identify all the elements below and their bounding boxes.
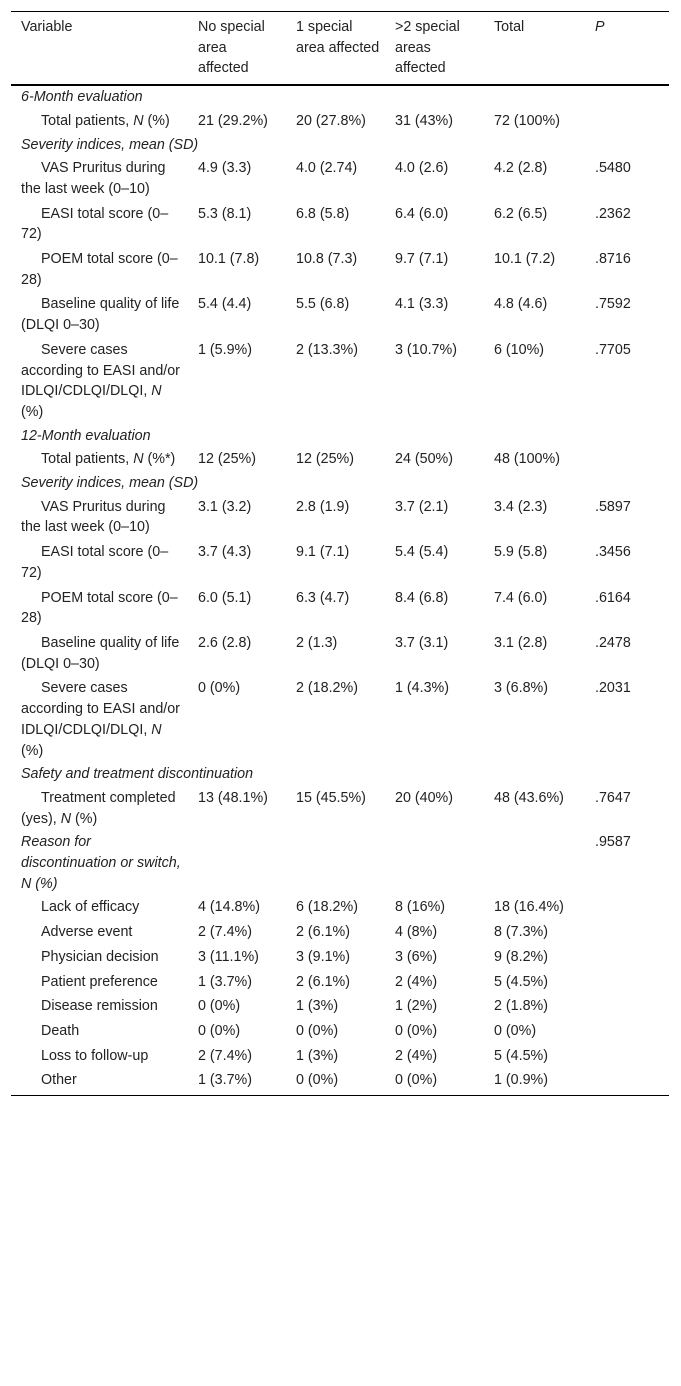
value-cell: 2.6 (2.8): [198, 634, 252, 651]
table-header: [11, 12, 669, 86]
p-value-cell: .6164: [595, 589, 631, 606]
value-cell: 2 (4%): [395, 973, 438, 990]
row-label-cell: [11, 1044, 188, 1069]
value-cell: 12 (25%): [198, 451, 257, 468]
section-row: [11, 85, 669, 109]
value-cell: 0 (0%): [395, 1072, 438, 1089]
value-cell: 1 (5.9%): [198, 341, 253, 358]
table-row: [11, 994, 669, 1019]
p-value-cell: [585, 447, 669, 472]
row-label: Total patients, N (%): [41, 112, 170, 129]
p-value-cell: [585, 1068, 669, 1095]
row-label-cell: [11, 109, 188, 134]
row-label-cell: [11, 447, 188, 472]
value-cell: 3.1 (3.2): [198, 498, 252, 515]
table-row: [11, 1019, 669, 1044]
value-cell: 2 (13.3%): [296, 341, 358, 358]
table-row: [11, 895, 669, 920]
row-label: Loss to follow-up: [41, 1047, 149, 1064]
value-cell: [385, 831, 484, 895]
row-label: VAS Pruritus during the last week (0–10): [21, 160, 166, 197]
table-row: [11, 495, 669, 540]
row-label: Total patients, N (%*): [41, 451, 176, 468]
value-cell: 15 (45.5%): [296, 789, 366, 806]
value-cell: 8 (16%): [395, 899, 446, 916]
value-cell: 4.9 (3.3): [198, 160, 252, 177]
value-cell: 0 (0%): [198, 998, 241, 1015]
p-value-cell: [585, 970, 669, 995]
value-cell: 5.9 (5.8): [494, 544, 548, 561]
table-row: [11, 540, 669, 585]
p-value-cell: .3456: [595, 544, 631, 561]
row-label: Baseline quality of life (DLQI 0–30): [21, 296, 180, 334]
row-label-cell: [11, 920, 188, 945]
value-cell: 5.4 (4.4): [198, 296, 252, 313]
row-label: Disease remission: [41, 998, 158, 1015]
row-label: Death: [41, 1022, 80, 1039]
row-label-cell: [11, 994, 188, 1019]
row-label: Lack of efficacy: [41, 899, 140, 916]
section-row: [11, 425, 669, 448]
row-label: Patient preference: [41, 973, 158, 990]
value-cell: 1 (3.7%): [198, 1072, 253, 1089]
p-value-cell: [585, 945, 669, 970]
value-cell: 3.7 (3.1): [395, 634, 449, 651]
header-row: [11, 12, 669, 86]
table-row: [11, 202, 669, 247]
row-label-cell: [11, 540, 188, 585]
value-cell: 31 (43%): [395, 112, 454, 129]
value-cell: 9 (8.2%): [494, 948, 549, 965]
table-row: [11, 1068, 669, 1095]
p-value-cell: .2362: [595, 205, 631, 222]
value-cell: 0 (0%): [296, 1022, 339, 1039]
value-cell: 2 (7.4%): [198, 1047, 253, 1064]
section-row: [11, 134, 669, 157]
section-label: Reason for discontinuation or switch, N (%): [21, 834, 181, 892]
table-row: [11, 447, 669, 472]
results-table: [11, 11, 669, 1096]
header-p-value: P: [595, 19, 605, 35]
table-row: [11, 631, 669, 676]
value-cell: 3 (11.1%): [198, 948, 259, 965]
section-label: Safety and treatment discontinuation: [21, 766, 254, 783]
row-label-cell: [11, 247, 188, 292]
value-cell: 24 (50%): [395, 451, 454, 468]
row-label-cell: [11, 945, 188, 970]
row-label: Physician decision: [41, 948, 159, 965]
section-label: 6-Month evaluation: [21, 89, 143, 106]
p-value-cell: .7647: [595, 789, 631, 806]
row-label-cell: [11, 631, 188, 676]
value-cell: [484, 831, 585, 895]
value-cell: 6.3 (4.7): [296, 589, 350, 606]
value-cell: 3 (9.1%): [296, 948, 351, 965]
value-cell: 1 (3.7%): [198, 973, 253, 990]
row-label: Severe cases according to EASI and/or IDLQI/CDLQI/DLQI, N (%): [21, 341, 180, 420]
value-cell: 4 (14.8%): [198, 899, 260, 916]
row-label: EASI total score (0–72): [21, 544, 169, 581]
value-cell: [286, 831, 385, 895]
table-row: [11, 1044, 669, 1069]
row-label-cell: [11, 786, 188, 831]
value-cell: 0 (0%): [198, 680, 241, 697]
value-cell: 1 (0.9%): [494, 1072, 549, 1089]
value-cell: 6 (10%): [494, 341, 545, 358]
p-value-cell: .2478: [595, 634, 631, 651]
value-cell: 18 (16.4%): [494, 899, 564, 916]
p-value-cell: [585, 920, 669, 945]
table-container: [11, 11, 669, 1096]
header-no-special-area: No special area affected: [198, 19, 265, 77]
p-value-cell: .7705: [595, 341, 631, 358]
value-cell: 48 (43.6%): [494, 789, 564, 806]
value-cell: 6 (18.2%): [296, 899, 358, 916]
row-label: POEM total score (0–28): [21, 251, 178, 288]
p-value-cell: [585, 994, 669, 1019]
value-cell: 2 (1.3): [296, 634, 338, 651]
value-cell: 4.2 (2.8): [494, 160, 548, 177]
value-cell: 2 (18.2%): [296, 680, 358, 697]
value-cell: 4.0 (2.74): [296, 160, 358, 177]
row-label: VAS Pruritus during the last week (0–10): [21, 498, 166, 536]
header-total: Total: [494, 19, 525, 35]
value-cell: 4.0 (2.6): [395, 160, 449, 177]
value-cell: 10.8 (7.3): [296, 251, 358, 268]
p-value-cell: [585, 895, 669, 920]
table-row: [11, 920, 669, 945]
table-body: [11, 85, 669, 1095]
value-cell: 72 (100%): [494, 112, 560, 129]
value-cell: 0 (0%): [198, 1022, 241, 1039]
row-label-cell: [11, 1068, 188, 1095]
value-cell: 2 (6.1%): [296, 973, 351, 990]
value-cell: 1 (3%): [296, 998, 339, 1015]
value-cell: 3.7 (2.1): [395, 498, 449, 515]
value-cell: 3 (6%): [395, 948, 438, 965]
p-value-cell: .8716: [595, 251, 631, 268]
row-label-cell: [11, 970, 188, 995]
table-row: [11, 786, 669, 831]
table-row: [11, 676, 669, 763]
table-row: [11, 247, 669, 292]
p-value-cell: [585, 1044, 669, 1069]
row-label: EASI total score (0–72): [21, 205, 169, 243]
p-value-cell: .7592: [595, 296, 631, 313]
value-cell: 12 (25%): [296, 451, 355, 468]
value-cell: 5.5 (6.8): [296, 296, 350, 313]
row-label-cell: [11, 292, 188, 337]
value-cell: 4.1 (3.3): [395, 296, 449, 313]
header-one-special-area: 1 special area affected: [296, 19, 380, 56]
value-cell: 0 (0%): [395, 1022, 438, 1039]
table-row: [11, 945, 669, 970]
p-value-cell: [585, 109, 669, 134]
value-cell: [188, 831, 286, 895]
row-label: Treatment completed (yes), N (%): [21, 789, 176, 827]
value-cell: 8 (7.3%): [494, 924, 549, 941]
table-row: [11, 970, 669, 995]
value-cell: 10.1 (7.2): [494, 251, 556, 268]
value-cell: 6.4 (6.0): [395, 205, 449, 222]
value-cell: 5.4 (5.4): [395, 544, 449, 561]
p-value-cell: .9587: [595, 834, 631, 851]
section-row: [11, 831, 669, 895]
section-label: Severity indices, mean (SD): [21, 475, 199, 492]
table-row: [11, 292, 669, 337]
header-two-plus-special-areas: >2 special areas affected: [395, 19, 460, 77]
p-value-cell: .2031: [595, 680, 631, 697]
row-label-cell: [11, 156, 188, 201]
row-label-cell: [11, 1019, 188, 1044]
row-label-cell: [11, 586, 188, 631]
value-cell: 3.7 (4.3): [198, 544, 252, 561]
value-cell: 20 (40%): [395, 789, 454, 806]
value-cell: 6.8 (5.8): [296, 205, 350, 222]
value-cell: 3.1 (2.8): [494, 634, 548, 651]
row-label: Severe cases according to EASI and/or IDLQI/CDLQI/DLQI, N (%): [21, 680, 180, 759]
value-cell: 1 (2%): [395, 998, 438, 1015]
p-value-cell: .5897: [595, 498, 631, 515]
section-label: Severity indices, mean (SD): [21, 136, 199, 153]
value-cell: 9.1 (7.1): [296, 544, 350, 561]
value-cell: 48 (100%): [494, 451, 560, 468]
value-cell: 3 (10.7%): [395, 341, 457, 358]
row-label: POEM total score (0–28): [21, 589, 178, 627]
value-cell: 6.2 (6.5): [494, 205, 548, 222]
value-cell: 0 (0%): [494, 1022, 537, 1039]
section-row: [11, 763, 669, 786]
value-cell: 13 (48.1%): [198, 789, 268, 806]
value-cell: 5 (4.5%): [494, 973, 549, 990]
value-cell: 2 (6.1%): [296, 924, 351, 941]
table-row: [11, 586, 669, 631]
row-label: Adverse event: [41, 924, 133, 941]
value-cell: 2.8 (1.9): [296, 498, 350, 515]
row-label-cell: [11, 202, 188, 247]
value-cell: 1 (3%): [296, 1047, 339, 1064]
value-cell: 20 (27.8%): [296, 112, 366, 129]
table-row: [11, 338, 669, 425]
value-cell: 4.8 (4.6): [494, 296, 548, 313]
value-cell: 3.4 (2.3): [494, 498, 548, 515]
value-cell: 3 (6.8%): [494, 680, 549, 697]
row-label: Baseline quality of life (DLQI 0–30): [21, 634, 180, 672]
value-cell: 0 (0%): [296, 1072, 339, 1089]
value-cell: 21 (29.2%): [198, 112, 268, 129]
row-label-cell: [11, 338, 188, 425]
section-row: [11, 472, 669, 495]
value-cell: 5.3 (8.1): [198, 205, 252, 222]
p-value-cell: .5480: [595, 160, 631, 177]
value-cell: 2 (7.4%): [198, 924, 253, 941]
value-cell: 2 (4%): [395, 1047, 438, 1064]
value-cell: 5 (4.5%): [494, 1047, 549, 1064]
value-cell: 2 (1.8%): [494, 998, 549, 1015]
value-cell: 1 (4.3%): [395, 680, 450, 697]
table-row: [11, 109, 669, 134]
p-value-cell: [585, 1019, 669, 1044]
value-cell: 4 (8%): [395, 924, 438, 941]
row-label-cell: [11, 495, 188, 540]
value-cell: 10.1 (7.8): [198, 251, 260, 268]
value-cell: 6.0 (5.1): [198, 589, 252, 606]
header-variable: Variable: [21, 19, 73, 35]
section-label: 12-Month evaluation: [21, 427, 151, 444]
table-row: [11, 156, 669, 201]
value-cell: 7.4 (6.0): [494, 589, 548, 606]
row-label-cell: [11, 676, 188, 763]
row-label-cell: [11, 895, 188, 920]
row-label: Other: [41, 1072, 77, 1089]
value-cell: 9.7 (7.1): [395, 251, 449, 268]
value-cell: 8.4 (6.8): [395, 589, 449, 606]
